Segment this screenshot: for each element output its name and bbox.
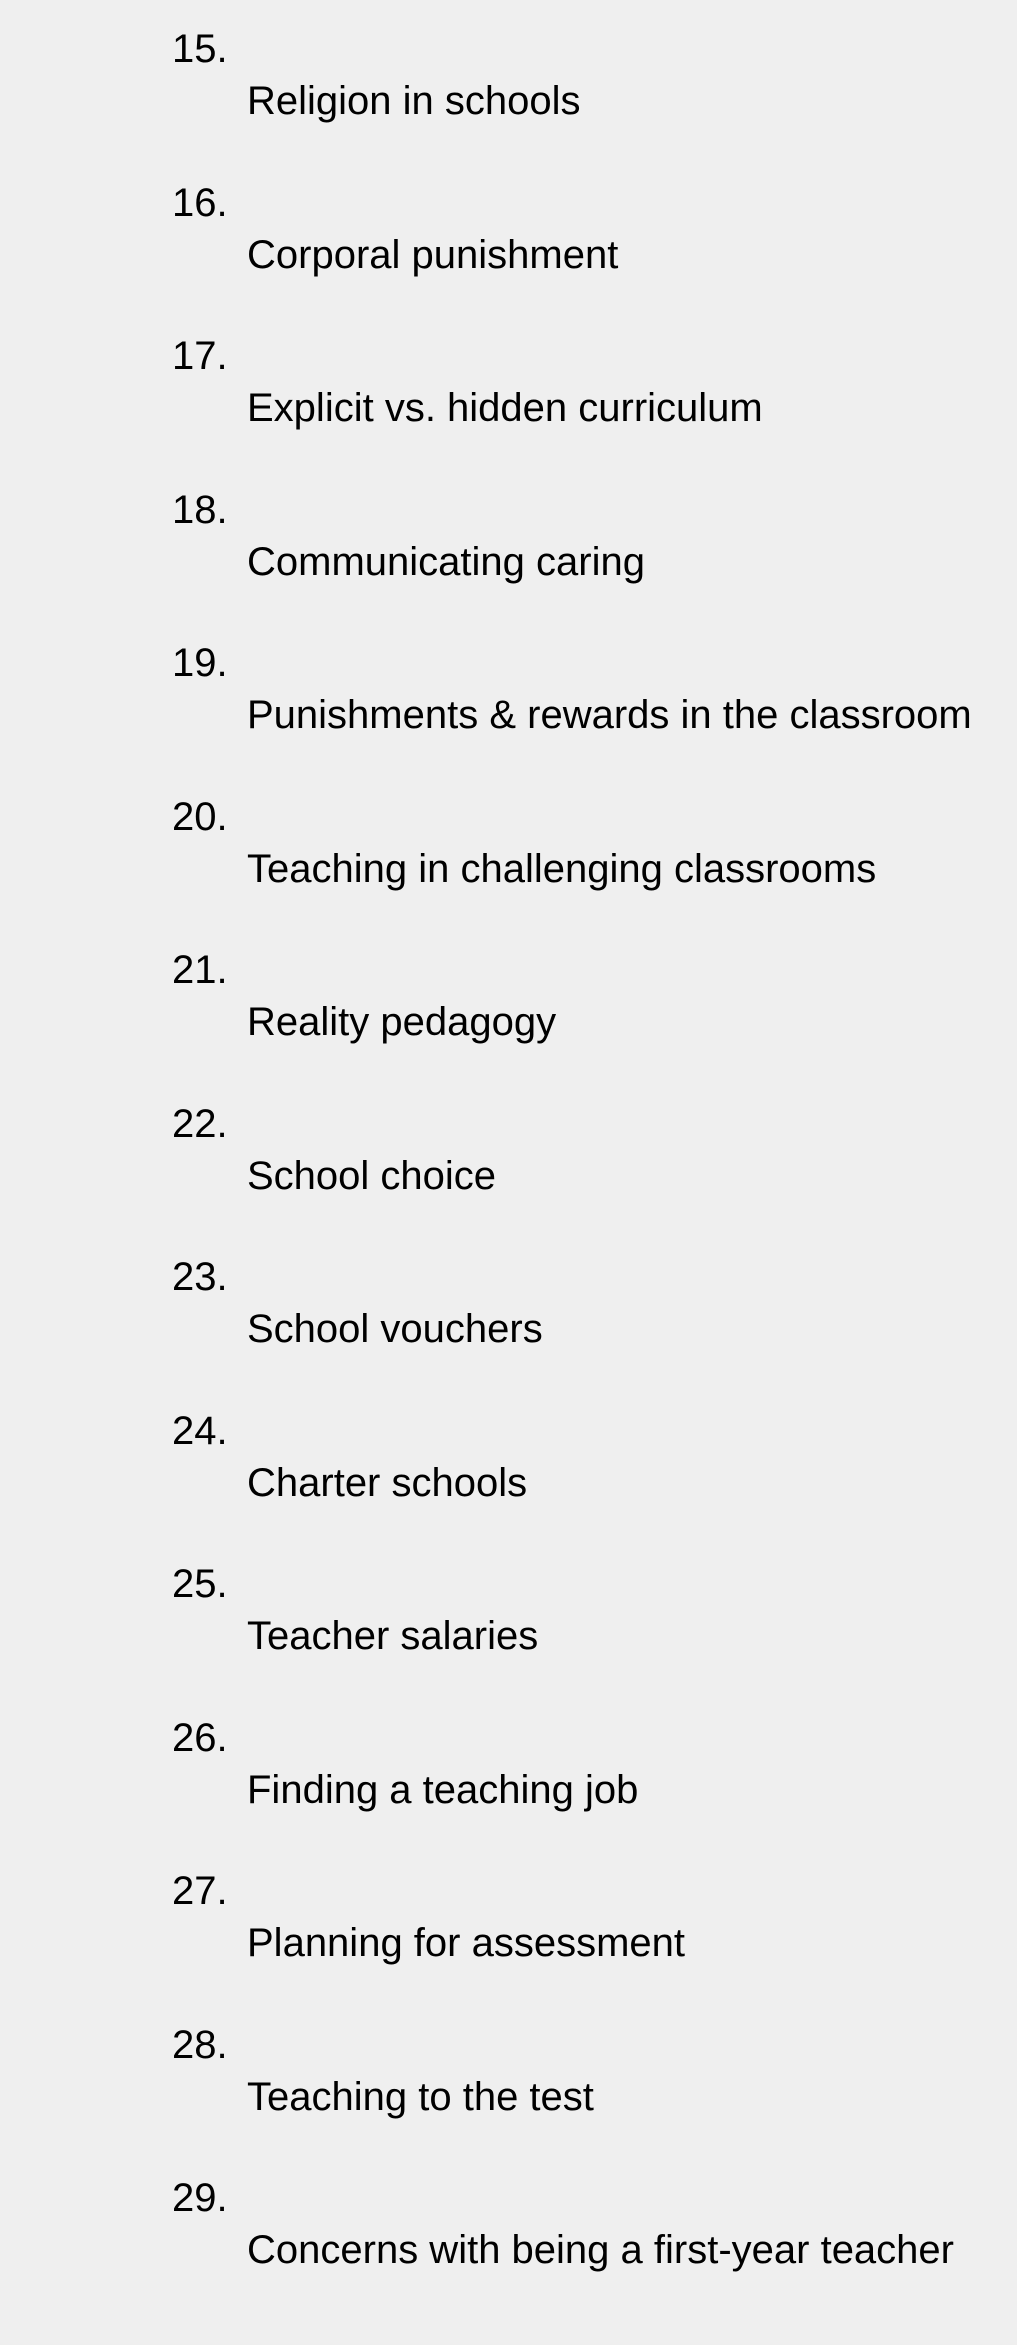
item-number: 24.	[172, 1408, 228, 1453]
item-topic[interactable]: Religion in schools	[247, 79, 581, 123]
list-item	[0, 484, 1017, 588]
item-topic[interactable]: Charter schools	[247, 1460, 528, 1505]
list-item	[0, 1712, 1017, 1816]
list-item	[0, 177, 1017, 281]
item-number: 21.	[172, 948, 228, 992]
item-number: 23.	[172, 1255, 228, 1299]
list-item	[0, 23, 1017, 127]
list-item	[0, 791, 1017, 895]
item-topic[interactable]: Teaching in challenging classrooms	[247, 846, 877, 891]
item-topic[interactable]: Teacher salaries	[247, 1614, 539, 1658]
item-number: 26.	[172, 1715, 228, 1760]
item-number: 16.	[172, 180, 228, 225]
item-number: 22.	[172, 1101, 228, 1146]
item-topic[interactable]: Communicating caring	[247, 539, 645, 584]
item-number: 15.	[172, 27, 228, 71]
item-number: 28.	[172, 2022, 228, 2067]
item-number: 20.	[172, 794, 228, 839]
item-topic[interactable]: Punishments & rewards in the classroom	[247, 693, 972, 737]
item-number: 29.	[172, 2176, 228, 2220]
item-topic[interactable]: Corporal punishment	[247, 232, 619, 277]
item-topic[interactable]: School choice	[247, 1153, 497, 1198]
item-number: 18.	[172, 487, 228, 532]
item-number: 25.	[172, 1562, 228, 1606]
list-item	[0, 1098, 1017, 1202]
item-topic[interactable]: School vouchers	[247, 1307, 543, 1351]
list-item	[0, 1558, 1017, 1662]
item-number: 19.	[172, 641, 228, 685]
item-number: 17.	[172, 334, 228, 378]
list-item	[0, 330, 1017, 434]
item-topic[interactable]: Planning for assessment	[247, 1921, 686, 1965]
item-topic[interactable]: Finding a teaching job	[247, 1767, 639, 1812]
list-item	[0, 944, 1017, 1048]
item-topic[interactable]: Reality pedagogy	[247, 1000, 557, 1044]
item-topic[interactable]: Teaching to the test	[247, 2074, 594, 2119]
list-item	[0, 1865, 1017, 1969]
list-item	[0, 1251, 1017, 1355]
list-item	[0, 2172, 1017, 2276]
item-topic[interactable]: Explicit vs. hidden curriculum	[247, 386, 763, 430]
list-item	[0, 2019, 1017, 2123]
list-item	[0, 637, 1017, 741]
item-number: 27.	[172, 1869, 228, 1913]
item-topic[interactable]: Concerns with being a first-year teacher	[247, 2228, 954, 2272]
list-item	[0, 1405, 1017, 1509]
